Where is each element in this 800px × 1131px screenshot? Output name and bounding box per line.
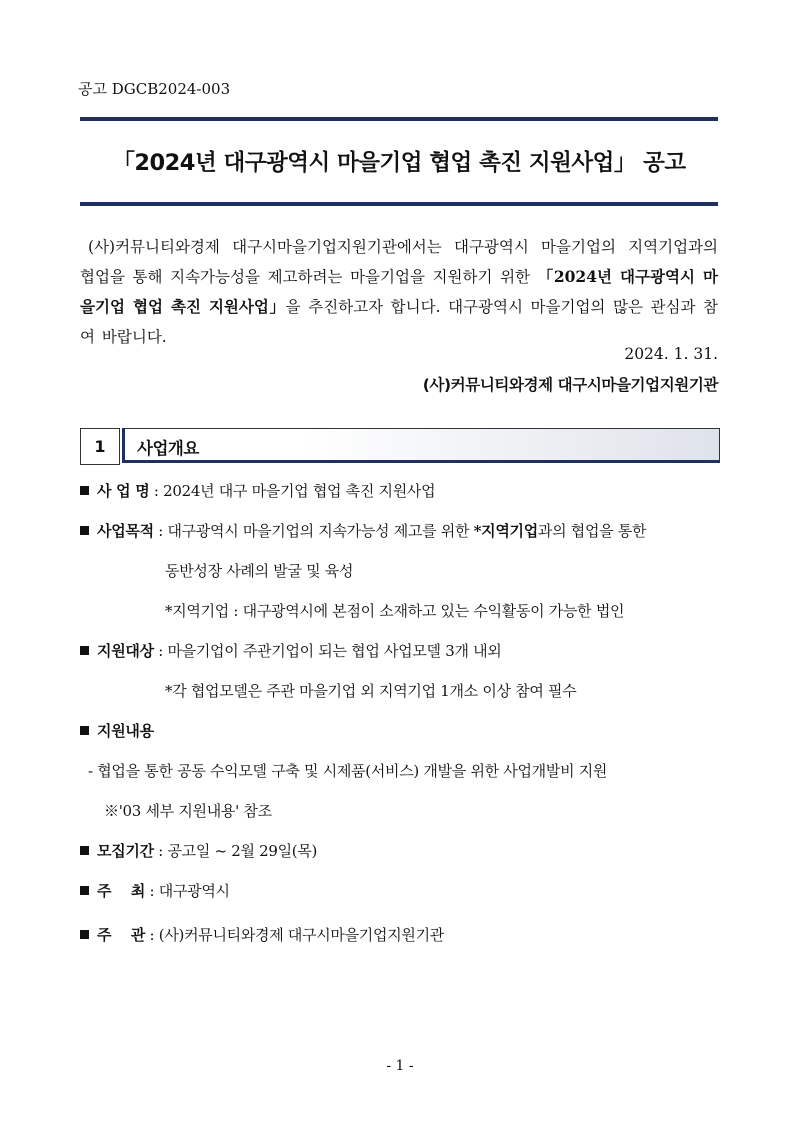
item-label: 주 최 xyxy=(97,882,146,900)
item-content-line1: - 협업을 통한 공동 수익모델 구축 및 시제품(서비스) 개발을 위한 사업개발비 지원 xyxy=(88,762,608,780)
issuing-organization: (사)커뮤니티와경제 대구시마을기업지원기관 xyxy=(422,376,718,394)
item-content xyxy=(80,720,154,741)
item-label: 주 관 xyxy=(97,926,146,944)
item-organizer xyxy=(80,924,444,945)
item-label: 지원내용 xyxy=(97,722,154,740)
item-purpose-note: *지역기업 : 대구광역시에 본점이 소재하고 있는 수익활동이 가능한 법인 xyxy=(165,602,625,620)
item-host xyxy=(80,880,230,901)
item-label: 사 업 명 xyxy=(97,482,150,500)
item-purpose xyxy=(80,520,646,541)
item-value: : (사)커뮤니티와경제 대구시마을기업지원기관 xyxy=(149,926,444,944)
item-value: : 2024년 대구 마을기업 협업 촉진 지원사업 xyxy=(153,482,436,500)
square-bullet-icon xyxy=(80,646,89,655)
square-bullet-icon xyxy=(80,526,89,535)
section-number: 1 xyxy=(80,428,120,465)
announcement-date: 2024. 1. 31. xyxy=(624,345,718,363)
item-value: 과의 협업을 통한 xyxy=(537,522,647,540)
item-target xyxy=(80,640,502,661)
section-title: 사업개요 xyxy=(137,439,199,458)
intro-project-name: 「2024년 대구광역시 마을기업 협업 촉진 지원사업」 xyxy=(80,267,718,316)
item-project-name xyxy=(80,480,435,501)
section-title-bar xyxy=(122,428,720,463)
item-value: : 대구광역시 xyxy=(149,882,230,900)
item-label: 사업목적 xyxy=(97,522,154,540)
item-target-note: *각 협업모델은 주관 마을기업 외 지역기업 1개소 이상 참여 필수 xyxy=(165,682,577,700)
item-label: 지원대상 xyxy=(97,642,154,660)
item-purpose-line2: 동반성장 사례의 발굴 및 육성 xyxy=(165,562,354,580)
item-period xyxy=(80,840,317,861)
square-bullet-icon xyxy=(80,846,89,855)
item-value: : 공고일 ~ 2월 29일(목) xyxy=(158,842,318,860)
document-number: 공고 DGCB2024-003 xyxy=(78,80,231,98)
item-value: : 마을기업이 주관기업이 되는 협업 사업모델 3개 내외 xyxy=(158,642,502,660)
title-bottom-rule xyxy=(80,202,718,206)
section-header xyxy=(80,428,721,465)
square-bullet-icon xyxy=(80,930,89,939)
page-number: - 1 - xyxy=(386,1058,414,1074)
item-value-bold: *지역기업 xyxy=(473,522,538,540)
item-content-line2: ※'03 세부 지원내용' 참조 xyxy=(104,802,272,820)
square-bullet-icon xyxy=(80,886,89,895)
item-label: 모집기간 xyxy=(97,842,154,860)
title-top-rule xyxy=(80,117,718,121)
intro-text-2: 을 추진하고자 합니다. 대구광역시 마을기업의 많은 관심과 참여 바랍니다. xyxy=(80,298,718,346)
page-title: 「2024년 대구광역시 마을기업 협업 촉진 지원사업」 공고 xyxy=(112,150,686,176)
item-value: : 대구광역시 마을기업의 지속가능성 제고를 위한 xyxy=(158,522,474,540)
intro-text-1: (사)커뮤니티와경제 대구시마을기업지원기관에서는 대구광역시 마을기업의 지역기업과의 협업을 통해 지속가능성을 제고하려는 마을기업을 지원하기 위한 xyxy=(80,238,718,286)
intro-paragraph xyxy=(80,232,718,352)
square-bullet-icon xyxy=(80,486,89,495)
square-bullet-icon xyxy=(80,726,89,735)
